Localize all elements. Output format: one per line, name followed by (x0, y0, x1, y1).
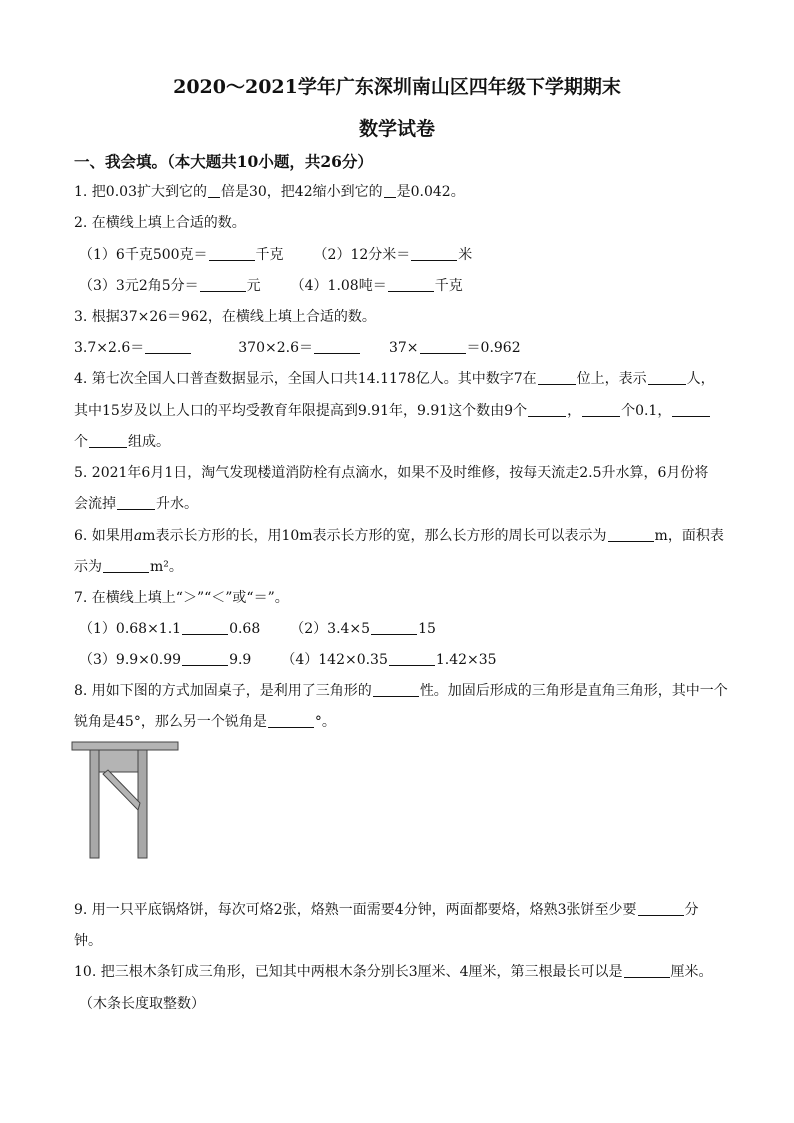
answer-blank[interactable] (608, 527, 654, 542)
answer-blank[interactable] (624, 963, 670, 978)
answer-blank[interactable] (389, 651, 435, 666)
question-6-line-1: 6. 如果用am表示长方形的长，用10m表示长方形的宽，那么长方形的周长可以表示为 m，面积表 (74, 528, 724, 544)
table-top (72, 742, 178, 750)
answer-blank[interactable] (117, 495, 155, 510)
answer-blank[interactable] (103, 558, 149, 573)
answer-blank[interactable] (648, 370, 686, 385)
question-10-line-2: （木条长度取整数） (79, 996, 205, 1012)
page-subtitle: 数学试卷 (358, 118, 435, 140)
question-10-line-1: 10. 把三根木条钉成三角形，已知其中两根木条分别长3厘米、4厘米，第三根最长可以是 厘米。 (74, 964, 713, 980)
question-8-line-1: 8. 用如下图的方式加固桌子，是利用了三角形的 性。加固后形成的三角形是直角三角形，其中一个 (74, 683, 728, 699)
variable-a: a (133, 528, 143, 544)
answer-blank[interactable] (420, 339, 466, 354)
answer-blank[interactable] (145, 339, 191, 354)
question-5-line-1: 5. 2021年6月1日，淘气发现楼道消防栓有点滴水，如果不及时维修，按每天流走2.5升水算，6月份将 (74, 465, 709, 481)
question-2-stem: 2. 在横线上填上合适的数。 (74, 215, 246, 231)
answer-blank[interactable] (373, 682, 419, 697)
answer-blank[interactable] (314, 339, 360, 354)
answer-blank[interactable] (89, 433, 127, 448)
answer-blank[interactable] (538, 370, 576, 385)
question-4-line-1: 4. 第七次全国人口普查数据显示，全国人口共14.1178亿人。其中数字7在 位上，表示 人， (74, 371, 715, 387)
question-7-stem: 7. 在横线上填上“＞”“＜”或“＝”。 (74, 590, 289, 606)
question-9-line-1: 9. 用一只平底锅烙饼，每次可烙2张，烙熟一面需要4分钟，两面都要烙，烙熟3张饼至少要 分 (74, 902, 699, 918)
answer-blank[interactable] (209, 246, 255, 261)
table-apron (95, 750, 142, 772)
question-2-row-2: （3）3元2角5分＝ 元 （4）1.08吨＝ 千克 (79, 278, 463, 294)
answer-blank[interactable] (182, 620, 228, 635)
table-leg-left (90, 750, 99, 858)
answer-blank[interactable] (182, 651, 228, 666)
answer-blank[interactable] (411, 246, 457, 261)
question-4-line-2: 其中15岁及以上人口的平均受教育年限提高到9.91年，9.91这个数由9个 ， 个0.1， (74, 401, 711, 421)
question-7-row-1: （1）0.68×1.1 0.68 （2）3.4×5 15 (79, 621, 436, 637)
answer-blank[interactable] (384, 183, 396, 198)
reinforced-table-figure (70, 740, 182, 862)
question-4-line-3: 个 组成。 (74, 434, 170, 450)
question-6-line-2: 示为 m²。 (74, 559, 183, 575)
answer-blank[interactable] (582, 402, 620, 417)
page-title: 2020～2021学年广东深圳南山区四年级下学期期末 (173, 76, 621, 98)
answer-blank[interactable] (388, 277, 434, 292)
answer-blank[interactable] (268, 713, 314, 728)
question-1: 1. 把0.03扩大到它的 倍是30，把42缩小到它的 是0.042。 (74, 184, 465, 200)
question-7-row-2: （3）9.9×0.99 9.9 （4）142×0.35 1.42×35 (79, 652, 497, 668)
answer-blank[interactable] (528, 402, 566, 417)
answer-blank[interactable] (638, 901, 684, 916)
diagonal-brace (103, 770, 140, 810)
answer-blank[interactable] (200, 277, 246, 292)
section-heading: 一、我会填。（本大题共10小题，共26分） (74, 152, 373, 171)
question-2-row-1: （1）6千克500克＝ 千克 （2）12分米＝ 米 (79, 247, 473, 263)
question-9-line-2: 钟。 (74, 933, 102, 949)
question-3-stem: 3. 根据37×26＝962，在横线上填上合适的数。 (74, 309, 376, 325)
question-3-row: 3.7×2.6＝ 370×2.6＝ 37× ＝0.962 (74, 340, 521, 356)
question-8-line-2: 锐角是45°，那么另一个锐角是 °。 (74, 714, 336, 730)
answer-blank[interactable] (208, 183, 220, 198)
question-5-line-2: 会流掉 升水。 (74, 496, 198, 512)
answer-blank[interactable] (371, 620, 417, 635)
answer-blank[interactable] (672, 402, 710, 417)
